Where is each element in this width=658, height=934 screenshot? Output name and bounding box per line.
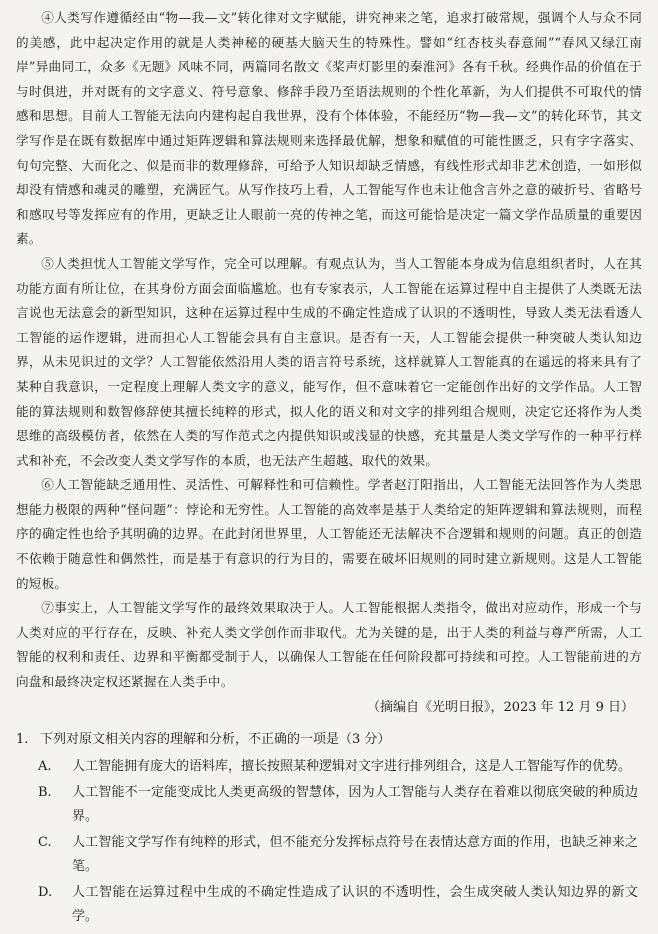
option-text: 人工智能不一定能变成比人类更高级的智慧体，因为人工智能与人类存在着难以彻底突破的种质边界。 (72, 784, 638, 824)
option-c[interactable] (16, 831, 642, 879)
paragraph-7: ⑦事实上，人工智能文学写作的最终效果取决于人。人工智能根据人类指令，做出对应动作，形成一个与人类对应的平行存在，反映、补充人类文学创作而非取代。尤为关键的是，出于人类的利益与尊严所需，人工智能的权利和责任、边界和平衡都受制于人，以确保人工智能在任何阶段都可持续和可控。人工智能前进的方向盘和最终决定权还紧握在人类手中。 (16, 600, 642, 690)
option-text: 人工智能拥有庞大的语料库，擅长按照某种逻辑对文字进行排列组合，这是人工智能写作的优势。 (72, 758, 632, 774)
option-letter: B. (38, 784, 52, 800)
source-citation: （摘编自《光明日报》，2023 年 12 月 9 日） (366, 699, 634, 715)
paragraph-4: ④人类写作遵循经由“物—我—文”转化律对文字赋能，讲究神来之笔，追求打破常规，强调个人与众不同的美感，此中起决定作用的就是人类神秘的硬基大脑天生的特殊性。譬如“红杏枝头春意闹”“春风又绿江南岸”异曲同工，众多《无题》风味不同，两篇同名散文《桨声灯影里的秦淮河》各有千秋。经典作品的价值在于与时俱进，并对既有的文字意义、符号意象、修辞手段乃至语法规则的个性化革新，为人们提供不可取代的情感和思想。目前人工智能无法向内建构起自我世界，没有个体体验，不能经历“物—我—文”的转化环节，其文学写作是在既有数据库中通过矩阵逻辑和算法规则来选择最优解，想象和赋值的可能性匮乏，只有字字落实、句句完整、大而化之、似是而非的数理修辞，可给予人知识却缺乏情感，有线性形式却非艺术创造，一如形似却没有情感和魂灵的雕塑，充满匠气。从写作技巧上看，人工智能写作也未让他含言外之意的破折号、省略号和感叹号等发挥应有的作用，更缺乏让人眼前一亮的传神之笔，而这可能恰是决定一篇文学作品质量的重要因素。 (16, 10, 642, 247)
question-text: 下列对原文相关内容的理解和分析，不正确的一项是（3 分） (40, 731, 391, 747)
question-number: 1. (16, 731, 29, 747)
option-text: 人工智能在运算过程中生成的不确定性造成了认识的不透明性，会生成突破人类认知边界的新文学。 (72, 884, 638, 924)
paragraph-5: ⑤人类担忧人工智能文学写作，完全可以理解。有观点认为，当人工智能本身成为信息组织者时，人在其功能方面有所让位，在其身份方面会面临尴尬。也有专家表示，人工智能在运算过程中自主提供了人类既无法言说也无法意会的新型知识，这种在运算过程中生成的不确定性造成了认识的不透明性，导致人类无法看透人工智能的运作逻辑，进而担心人工智能会具有自主意识。是否有一天，人工智能会提供一种突破人类认知边界，从未见识过的文学？人工智能依然沿用人类的语言符号系统，这样就算人工智能真的在遥远的将来具有了某种自我意识，一定程度上理解人类文字的意义，能写作，但不意味着它一定能创作出好的文学作品。人工智能的算法规则和数智修辞使其擅长纯粹的形式，拟人化的语义和对文字的排列组合规则，决定它还将作为人类思维的高级模仿者，依然在人类的写作范式之内提供知识或浅显的快感，充其量是人类文学写作的一种平行样式和补充，不会改变人类文学写作的本质，也无法产生超越、取代的效果。 (16, 255, 642, 468)
option-b[interactable] (16, 781, 642, 829)
option-letter: C. (38, 834, 52, 850)
option-letter: D. (38, 884, 53, 900)
question-stem (16, 727, 642, 753)
option-d[interactable] (16, 881, 642, 929)
option-a[interactable] (16, 755, 642, 779)
option-letter: A. (38, 758, 52, 774)
option-text: 人工智能文学写作有纯粹的形式，但不能充分发挥标点符号在表情达意方面的作用，也缺乏神来之笔。 (72, 834, 638, 874)
paragraph-6: ⑥人工智能缺乏通用性、灵活性、可解释性和可信赖性。学者赵汀阳指出，人工智能无法回答作为人类思想能力极限的两种“怪问题”：悖论和无穷性。人工智能的高效率是基于人类给定的矩阵逻辑和算法规则，而程序的确定性也给予其明确的边界。在此封闭世界里，人工智能还无法解决不合逻辑和规则的问题。真正的创造不依赖于随意性和偶然性，而是基于有意识的行为目的，需要在破坏旧规则的同时建立新规则。这是人工智能的短板。 (16, 477, 642, 591)
